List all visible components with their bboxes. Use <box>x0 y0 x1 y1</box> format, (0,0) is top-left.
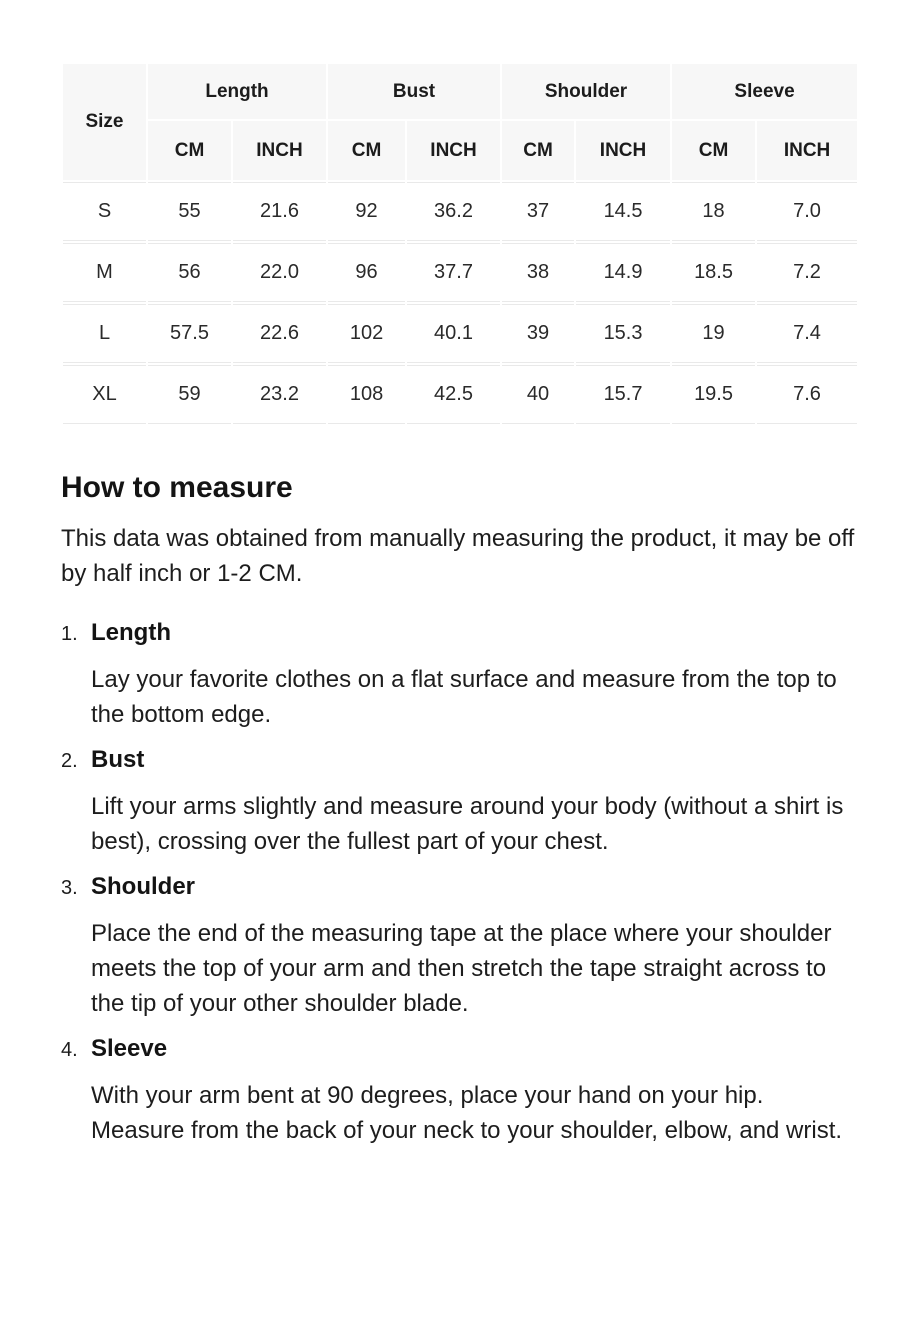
unit-header-length-inch: INCH <box>233 121 326 180</box>
list-item-number: 2. <box>61 750 78 772</box>
table-unit-header-row <box>63 121 857 180</box>
measurement-cell: 96 <box>328 243 405 302</box>
measurement-cell: 59 <box>148 365 231 424</box>
unit-header-bust-inch: INCH <box>407 121 500 180</box>
table-row-size-s <box>63 182 857 241</box>
measurement-cell: 55 <box>148 182 231 241</box>
group-header-shoulder: Shoulder <box>502 64 670 119</box>
measurement-cell: 14.5 <box>576 182 670 241</box>
list-item-description: With your arm bent at 90 degrees, place your hand on your hip. Measure from the back of your neck to your shoulder, elbow, and wrist. <box>91 1082 843 1144</box>
list-item-title: Shoulder <box>91 873 196 900</box>
size-cell: L <box>63 304 146 363</box>
measurement-cell: 102 <box>328 304 405 363</box>
table-row-size-xl <box>63 365 857 424</box>
measurement-cell: 108 <box>328 365 405 424</box>
measure-intro-text: This data was obtained from manually measuring the product, it may be off by half inch or 1-2 CM. <box>61 525 855 587</box>
group-header-bust: Bust <box>328 64 500 119</box>
size-column-header: Size <box>63 64 146 180</box>
measurement-cell: 37 <box>502 182 574 241</box>
list-item-description: Lay your favorite clothes on a flat surface and measure from the top to the bottom edge. <box>91 666 837 728</box>
table-row-size-l <box>63 304 857 363</box>
how-to-measure-title: How to measure <box>61 471 293 504</box>
list-item-description: Lift your arms slightly and measure around your body (without a shirt is best), crossing over the fullest part of your chest. <box>91 793 844 855</box>
size-cell: XL <box>63 365 146 424</box>
measurement-cell: 40 <box>502 365 574 424</box>
list-item-number: 4. <box>61 1039 78 1061</box>
measurement-cell: 22.6 <box>233 304 326 363</box>
measurement-cell: 7.4 <box>757 304 857 363</box>
list-item-heading <box>61 742 859 779</box>
unit-header-shoulder-inch: INCH <box>576 121 670 180</box>
measurement-cell: 14.9 <box>576 243 670 302</box>
unit-header-shoulder-cm: CM <box>502 121 574 180</box>
measurement-cell: 19.5 <box>672 365 755 424</box>
unit-header-length-cm: CM <box>148 121 231 180</box>
measurement-cell: 7.0 <box>757 182 857 241</box>
measurement-cell: 23.2 <box>233 365 326 424</box>
list-item-title: Length <box>91 619 171 646</box>
measurement-cell: 57.5 <box>148 304 231 363</box>
measurement-cell: 7.6 <box>757 365 857 424</box>
measurement-cell: 15.3 <box>576 304 670 363</box>
measurement-cell: 56 <box>148 243 231 302</box>
unit-header-bust-cm: CM <box>328 121 405 180</box>
measurement-cell: 40.1 <box>407 304 500 363</box>
group-header-length: Length <box>148 64 326 119</box>
list-item-length <box>61 615 859 732</box>
list-item-title: Bust <box>91 746 145 773</box>
measurement-cell: 15.7 <box>576 365 670 424</box>
unit-header-sleeve-inch: INCH <box>757 121 857 180</box>
measurement-cell: 22.0 <box>233 243 326 302</box>
measurement-cell: 37.7 <box>407 243 500 302</box>
table-row-size-m <box>63 243 857 302</box>
measurement-cell: 38 <box>502 243 574 302</box>
unit-header-sleeve-cm: CM <box>672 121 755 180</box>
measurement-cell: 21.6 <box>233 182 326 241</box>
list-item-description: Place the end of the measuring tape at the place where your shoulder meets the top of your arm and then stretch the tape straight across to the tip of your other shoulder blade. <box>91 920 832 1017</box>
measurement-cell: 92 <box>328 182 405 241</box>
list-item-heading <box>61 615 859 652</box>
size-cell: M <box>63 243 146 302</box>
list-item-heading <box>61 1031 859 1068</box>
list-item-number: 1. <box>61 623 78 645</box>
list-item-shoulder <box>61 869 859 1021</box>
measurement-cell: 19 <box>672 304 755 363</box>
measurement-cell: 18 <box>672 182 755 241</box>
list-item-heading <box>61 869 859 906</box>
list-item-title: Sleeve <box>91 1035 168 1062</box>
list-item-sleeve <box>61 1031 859 1148</box>
list-item-bust <box>61 742 859 859</box>
measurement-cell: 7.2 <box>757 243 857 302</box>
size-chart-table <box>61 62 859 426</box>
measurement-cell: 36.2 <box>407 182 500 241</box>
list-item-number: 3. <box>61 877 78 899</box>
measurement-cell: 39 <box>502 304 574 363</box>
size-cell: S <box>63 182 146 241</box>
table-group-header-row <box>63 64 857 119</box>
measurement-cell: 18.5 <box>672 243 755 302</box>
measurement-cell: 42.5 <box>407 365 500 424</box>
group-header-sleeve: Sleeve <box>672 64 857 119</box>
measure-instructions-list <box>61 615 859 1148</box>
